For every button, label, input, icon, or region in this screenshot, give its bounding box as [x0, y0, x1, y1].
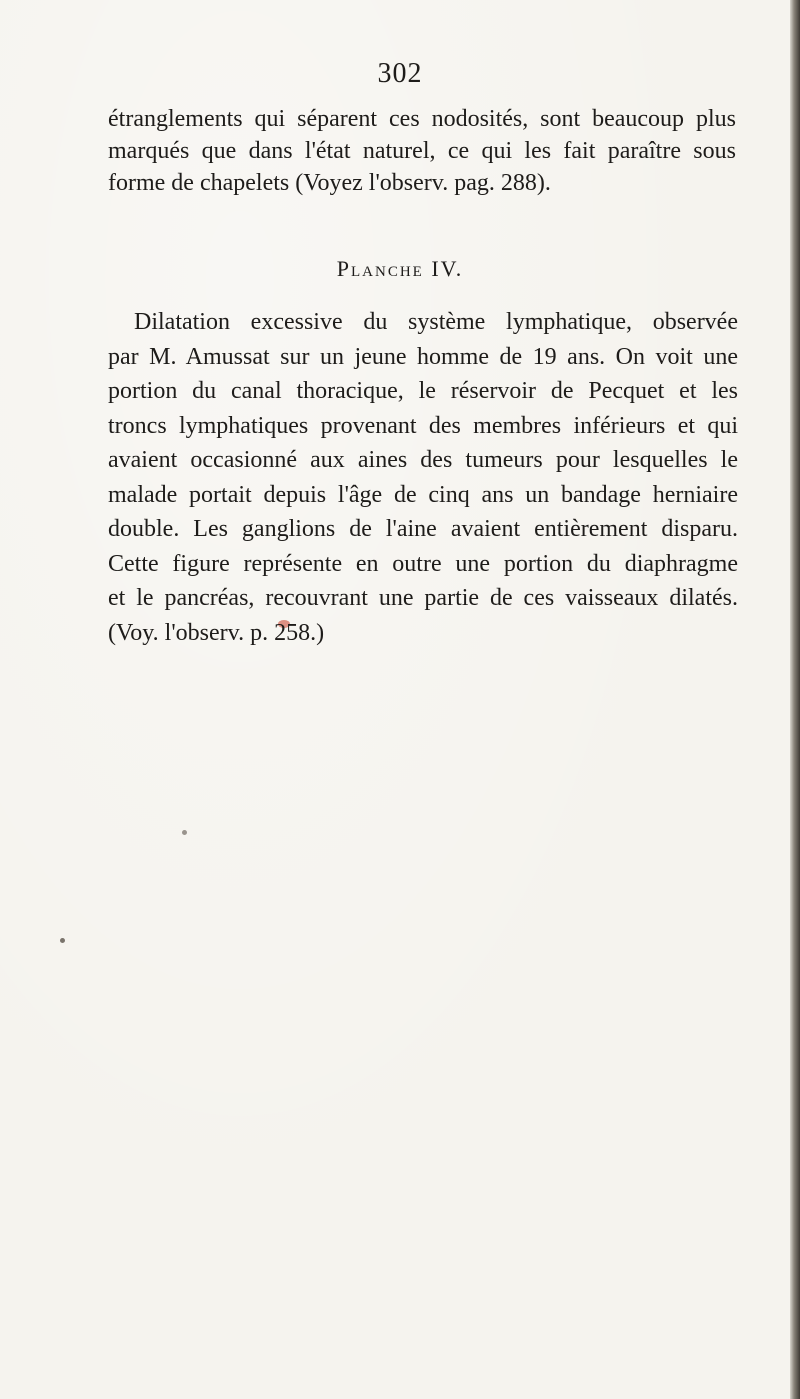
text-line: portion du canal thoracique, le réservoir de Pecquet et les: [108, 378, 738, 404]
ink-spot: [182, 830, 187, 835]
text-line: par M. Amussat sur un jeune homme de 19 ans. On voit une: [108, 343, 738, 370]
text-line: (Voy. l'observ. p. 258.): [108, 619, 325, 646]
page-edge: [790, 0, 800, 1399]
page-number: 302: [377, 58, 423, 89]
text-line: Dilatation excessive du système lymphatique, observée: [134, 309, 738, 335]
paragraph-top: [108, 103, 736, 199]
text-line: Cette figure représente en outre une portion du diaphragme: [108, 550, 738, 577]
text-line: double. Les ganglions de l'aine avaient entièrement disparu.: [108, 516, 738, 542]
paragraph-main: [108, 305, 738, 650]
text-line: avaient occasionné aux aines des tumeurs pour lesquelles le: [108, 447, 738, 473]
text-line: marqués que dans l'état naturel, ce qui les fait paraître sous: [108, 138, 736, 164]
section-heading: Planche IV.: [336, 256, 464, 281]
text-line: et le pancréas, recouvrant une partie de ces vaisseaux dilatés.: [108, 585, 738, 611]
ink-spot: [60, 938, 65, 943]
text-line: troncs lymphatiques provenant des membres inférieurs et qui: [108, 412, 738, 439]
text-line: forme de chapelets (Voyez l'observ. pag. 288).: [108, 170, 551, 196]
text-line: étranglements qui séparent ces nodosités, sont beaucoup plus: [108, 106, 736, 132]
text-line: malade portait depuis l'âge de cinq ans un bandage herniaire: [108, 481, 738, 508]
